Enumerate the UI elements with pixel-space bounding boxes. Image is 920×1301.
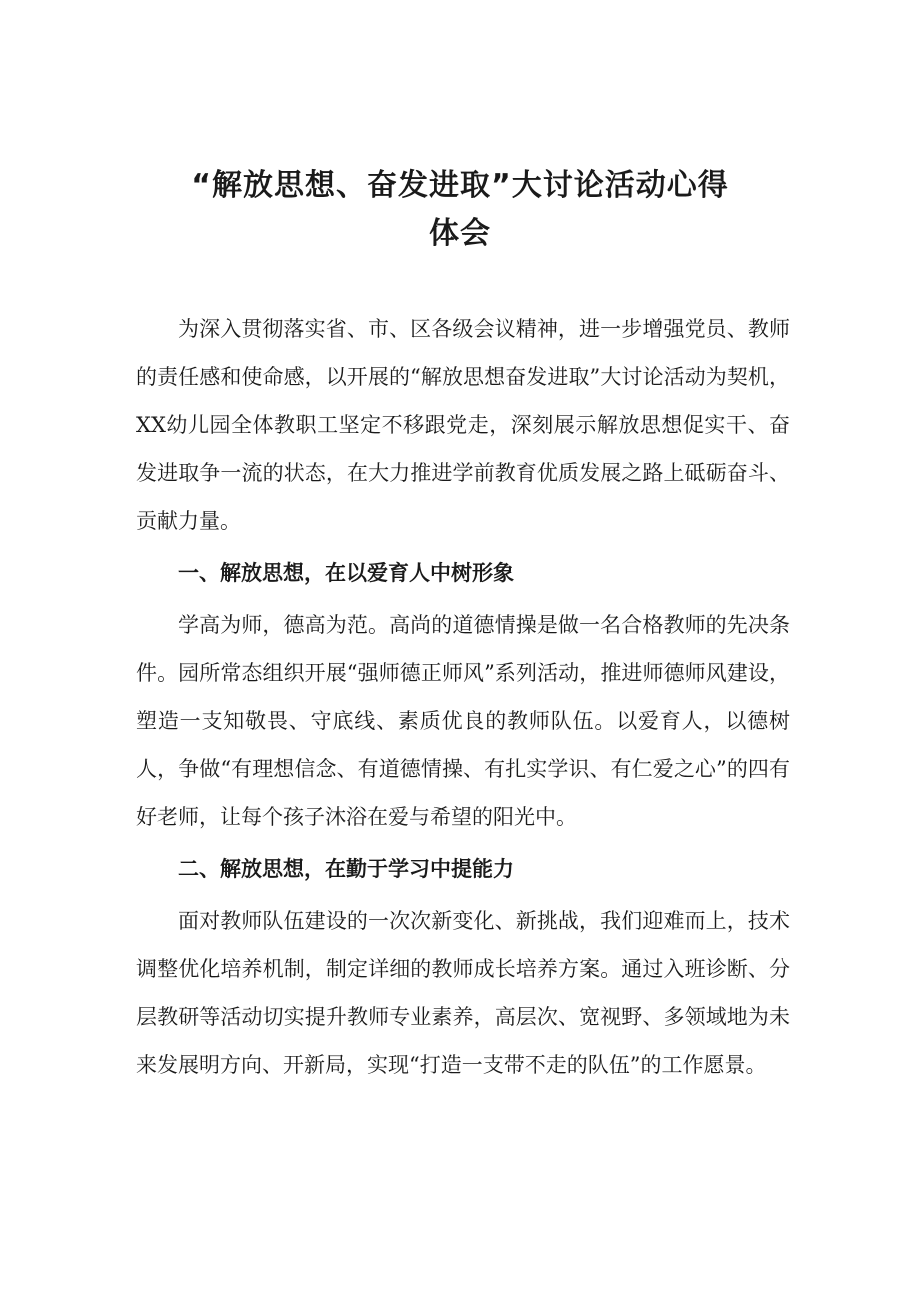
- section-1-paragraph: 学高为师，德高为范。高尚的道德情操是做一名合格教师的先决条件。园所常态组织开展“强师德正师风”系列活动，推进师德师风建设，塑造一支知敬畏、守底线、素质优良的教师队伍。以爱育人，以德树人，争做“有理想信念、有道德情操、有扎实学识、有仁爱之心”的四有好老师，让每个孩子沐浴在爱与希望的阳光中。: [136, 613, 790, 829]
- section-1-heading: 一、解放思想，在以爱育人中树形象: [178, 561, 514, 585]
- document-title-line-1: “解放思想、奋发进取”大讨论活动心得: [191, 168, 729, 203]
- intro-paragraph: 为深入贯彻落实省、市、区各级会议精神，进一步增强党员、教师的责任感和使命感，以开展的“解放思想奋发进取”大讨论活动为契机，XX幼儿园全体教职工坚定不移跟党走，深刻展示解放思想促实干、奋发进取争一流的状态，在大力推进学前教育优质发展之路上砥砺奋斗、贡献力量。: [136, 317, 790, 533]
- document-body: [136, 305, 790, 1089]
- document-title-line-2: 体会: [429, 216, 491, 251]
- section-2-paragraph: 面对教师队伍建设的一次次新变化、新挑战，我们迎难而上，技术调整优化培养机制，制定详细的教师成长培养方案。通过入班诊断、分层教研等活动切实提升教师专业素养，高层次、宽视野、多领域地为未来发展明方向、开新局，实现“打造一支带不走的队伍”的工作愿景。: [136, 909, 790, 1077]
- section-2-heading: 二、解放思想，在勤于学习中提能力: [178, 857, 514, 881]
